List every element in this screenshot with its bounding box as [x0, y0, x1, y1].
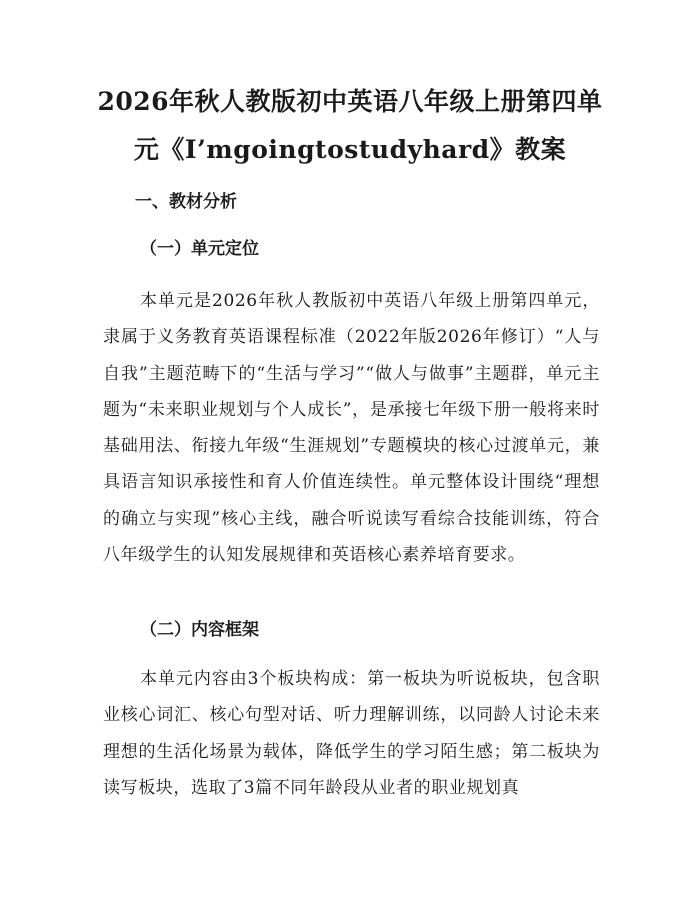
paragraph-content-framework: 本单元内容由3个板块构成：第一板块为听说板块，包含职业核心词汇、核心句型对话、听力理解训练，以同龄人讨论未来理想的生活化场景为载体，降低学生的学习陌生感；第二板块为读写板块，选取了3篇不同年龄段从业者的职业规划真: [103, 669, 600, 798]
paragraph-unit-positioning: 本单元是2026年秋人教版初中英语八年级上册第四单元，隶属于义务教育英语课程标准（2022年版2026年修订）“人与自我”主题范畴下的“生活与学习”“做人与做事”主题群，单元主题为“未来职业规划与个人成长”，是承接七年级下册一般将来时基础用法、衔接九年级“生涯规划”专题模块的核心过渡单元，兼具语言知识承接性和育人价值连续性。单元整体设计围绕“理想的确立与实现”核心主线，融合听说读写看综合技能训练，符合八年级学生的认知发展规律和英语核心素养培育要求。: [103, 291, 600, 566]
subsection-heading-content-framework: （二）内容框架: [140, 620, 259, 640]
section-heading-textbook-analysis: 一、教材分析: [135, 192, 237, 212]
document-title-line-1: 2026年秋人教版初中英语八年级上册第四单: [97, 87, 603, 116]
subsection-heading-unit-positioning: （一）单元定位: [140, 239, 259, 259]
document-title-line-2: 元《I’mgoingtostudyhard》教案: [133, 135, 567, 164]
